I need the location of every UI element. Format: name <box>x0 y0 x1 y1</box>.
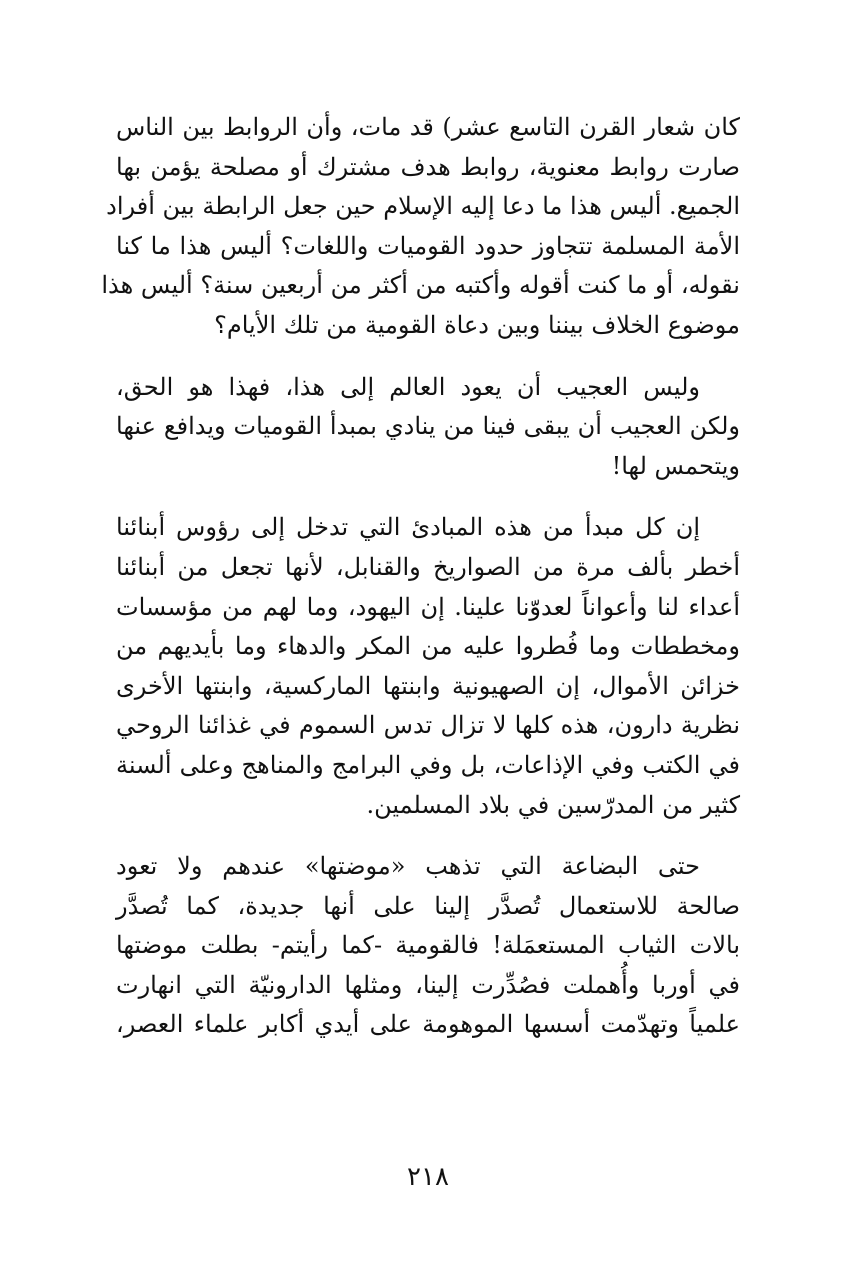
text-line: الأمة المسلمة تتجاوز حدود القوميات واللغات؟ أليس هذا ما كنا <box>116 231 740 260</box>
page-number: ٢١٨ <box>407 1162 449 1192</box>
text-line: الجميع. أليس هذا ما دعا إليه الإسلام حين جعل الرابطة بين أفراد <box>106 192 740 221</box>
text-line: في أوربا وأُهملت فصُدِّرت إلينا، ومثلها الدارونيّة التي انهارت <box>116 970 740 999</box>
text-line: ومخططات وما فُطروا عليه من المكر والدهاء وما بأيديهم من <box>116 632 740 661</box>
text-line: حتى البضاعة التي تذهب «موضتها» عندهم ولا تعود <box>116 852 700 881</box>
text-line: وليس العجيب أن يعود العالم إلى هذا، فهذا هو الحق، <box>116 372 700 401</box>
text-line: صارت روابط معنوية، روابط هدف مشترك أو مصلحة يؤمن بها <box>116 152 740 181</box>
paragraph-2 <box>116 368 740 487</box>
text-line: نظرية دارون، هذه كلها لا تزال تدس السموم في غذائنا الروحي <box>116 711 740 740</box>
page-body <box>101 108 740 1158</box>
text-line: بالات الثياب المستعمَلة! فالقومية -كما رأيتم- بطلت موضتها <box>116 931 740 960</box>
text-line: كان شعار القرن التاسع عشر) قد مات، وأن الروابط بين الناس <box>116 113 740 141</box>
text-line: صالحة للاستعمال تُصدَّر إلينا على أنها جديدة، كما تُصدَّر <box>116 891 740 920</box>
text-line: ولكن العجيب أن يبقى فينا من ينادي بمبدأ القوميات ويدافع عنها <box>116 412 740 441</box>
text-line: إن كل مبدأ من هذه المبادئ التي تدخل إلى رؤوس أبنائنا <box>116 513 700 542</box>
text-line: أخطر بألف مرة من الصواريخ والقنابل، لأنها تجعل من أبنائنا <box>116 552 740 581</box>
text-line: كثير من المدرّسين في بلاد المسلمين. <box>366 790 740 819</box>
text-line: ويتحمس لها! <box>611 451 740 480</box>
paragraph-3 <box>116 508 740 825</box>
text-line: أعداء لنا وأعواناً لعدوّنا علينا. إن اليهود، وما لهم من مؤسسات <box>116 592 740 621</box>
text-line: علمياً وتهدّمت أسسها الموهومة على أيدي أكابر علماء العصر، <box>116 1010 740 1039</box>
text-line: موضوع الخلاف بيننا وبين دعاة القومية من تلك الأيام؟ <box>214 310 740 339</box>
paragraph-4 <box>116 847 740 1045</box>
text-line: في الكتب وفي الإذاعات، بل وفي البرامج والمناهج وعلى ألسنة <box>116 750 740 779</box>
paragraph-1 <box>101 108 740 346</box>
text-line: نقوله، أو ما كنت أقوله وأكتبه من أكثر من أربعين سنة؟ أليس هذا <box>101 271 740 300</box>
text-line: خزائن الأموال، إن الصهيونية وابنتها الماركسية، وابنتها الأخرى <box>116 671 740 700</box>
